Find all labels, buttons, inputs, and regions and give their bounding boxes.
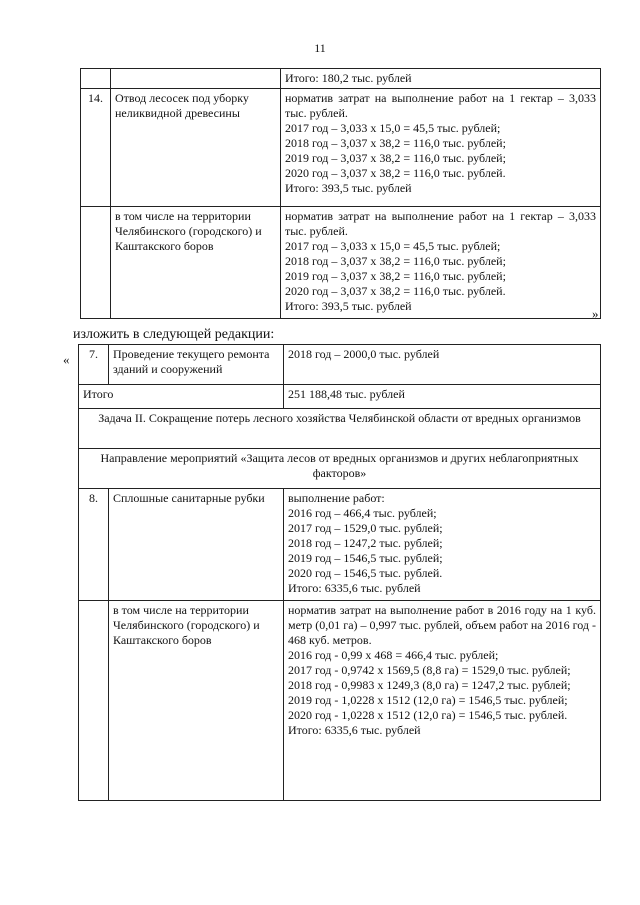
- table-row: [79, 345, 601, 385]
- row-name: Отвод лесосек под уборку неликвидной древесины: [111, 89, 281, 207]
- opening-quote: «: [63, 352, 70, 367]
- table-row: [79, 409, 601, 449]
- value-line: 2019 год – 3,037 х 38,2 = 116,0 тыс. рублей;: [285, 151, 506, 165]
- value-line: норматив затрат на выполнение работ в 2016 году на 1 куб. метр (0,01 га) – 0,997 тыс. рублей, объем работ на 2016 год - 468 куб. метров.: [288, 603, 596, 647]
- row-name: в том числе на территории Челябинского (городского) и Каштакского боров: [111, 207, 281, 319]
- row-name: в том числе на территории Челябинского (городского) и Каштакского боров: [109, 601, 284, 801]
- value-line: 2020 год – 1546,5 тыс. рублей.: [288, 566, 443, 580]
- value-line: 2020 год – 3,037 х 38,2 = 116,0 тыс. рублей.: [285, 284, 506, 298]
- table-continuation: [80, 68, 601, 319]
- value-line: Итого: 6335,6 тыс. рублей: [288, 723, 421, 737]
- value-line: 2017 год - 0,9742 х 1569,5 (8,8 га) = 1529,0 тыс. рублей;: [288, 663, 571, 677]
- value-line: 2020 год – 3,037 х 38,2 = 116,0 тыс. рублей.: [285, 166, 506, 180]
- value-line: 2017 год – 3,033 х 15,0 = 45,5 тыс. рублей;: [285, 239, 501, 253]
- row-value: [281, 89, 601, 207]
- closing-quote: »: [592, 306, 599, 321]
- value-line: 2019 год - 1,0228 х 1512 (12,0 га) = 1546,5 тыс. рублей;: [288, 693, 568, 707]
- value-line: Итого: 6335,6 тыс. рублей: [288, 581, 421, 595]
- row-value: [284, 489, 601, 601]
- table-row: [79, 385, 601, 409]
- table-row: [81, 89, 601, 207]
- total-value: 251 188,48 тыс. рублей: [284, 385, 601, 409]
- row-number: 14.: [81, 89, 111, 207]
- row-name: [111, 69, 281, 89]
- page-number: 11: [314, 41, 326, 55]
- value-line: 2017 год – 1529,0 тыс. рублей;: [288, 521, 443, 535]
- row-number: [81, 207, 111, 319]
- table-row: [79, 601, 601, 801]
- table-row: [79, 449, 601, 489]
- table-new-edition: [78, 344, 601, 801]
- row-number: 7.: [79, 345, 109, 385]
- intro-text: изложить в следующей редакции:: [73, 327, 275, 342]
- value-line: Итого: 393,5 тыс. рублей: [285, 299, 412, 313]
- value-line: норматив затрат на выполнение работ на 1 гектар – 3,033 тыс. рублей.: [285, 209, 596, 238]
- value-line: 2016 год - 0,99 х 468 = 466,4 тыс. рублей;: [288, 648, 499, 662]
- value-line: 2016 год – 466,4 тыс. рублей;: [288, 506, 437, 520]
- value-line: Итого: 393,5 тыс. рублей: [285, 181, 412, 195]
- value-line: Итого: 180,2 тыс. рублей: [285, 71, 412, 85]
- table-row: [79, 489, 601, 601]
- task-heading: Задача II. Сокращение потерь лесного хозяйства Челябинской области от вредных организмов: [79, 409, 601, 449]
- total-label: Итого: [79, 385, 284, 409]
- row-name: Сплошные санитарные рубки: [109, 489, 284, 601]
- value-line: 2020 год - 1,0228 х 1512 (12,0 га) = 1546,5 тыс. рублей.: [288, 708, 568, 722]
- value-line: 2018 год – 3,037 х 38,2 = 116,0 тыс. рублей;: [285, 136, 506, 150]
- table-row: [81, 207, 601, 319]
- row-number: 8.: [79, 489, 109, 601]
- value-line: 2018 год – 1247,2 тыс. рублей;: [288, 536, 443, 550]
- row-value: 2018 год – 2000,0 тыс. рублей: [284, 345, 601, 385]
- row-number: [79, 601, 109, 801]
- value-line: выполнение работ:: [288, 491, 385, 505]
- value-line: норматив затрат на выполнение работ на 1 гектар – 3,033 тыс. рублей.: [285, 91, 596, 120]
- table-row: [81, 69, 601, 89]
- row-number: [81, 69, 111, 89]
- value-line: 2017 год – 3,033 х 15,0 = 45,5 тыс. рублей;: [285, 121, 501, 135]
- direction-heading: Направление мероприятий «Защита лесов от вредных организмов и других неблагоприятных факторов»: [79, 449, 601, 489]
- value-line: 2018 год - 0,9983 х 1249,3 (8,0 га) = 1247,2 тыс. рублей;: [288, 678, 571, 692]
- row-value: [284, 601, 601, 801]
- row-value: [281, 207, 601, 319]
- row-value: [281, 69, 601, 89]
- row-name: Проведение текущего ремонта зданий и сооружений: [109, 345, 284, 385]
- value-line: 2018 год – 3,037 х 38,2 = 116,0 тыс. рублей;: [285, 254, 506, 268]
- value-line: 2019 год – 3,037 х 38,2 = 116,0 тыс. рублей;: [285, 269, 506, 283]
- value-line: 2019 год – 1546,5 тыс. рублей;: [288, 551, 443, 565]
